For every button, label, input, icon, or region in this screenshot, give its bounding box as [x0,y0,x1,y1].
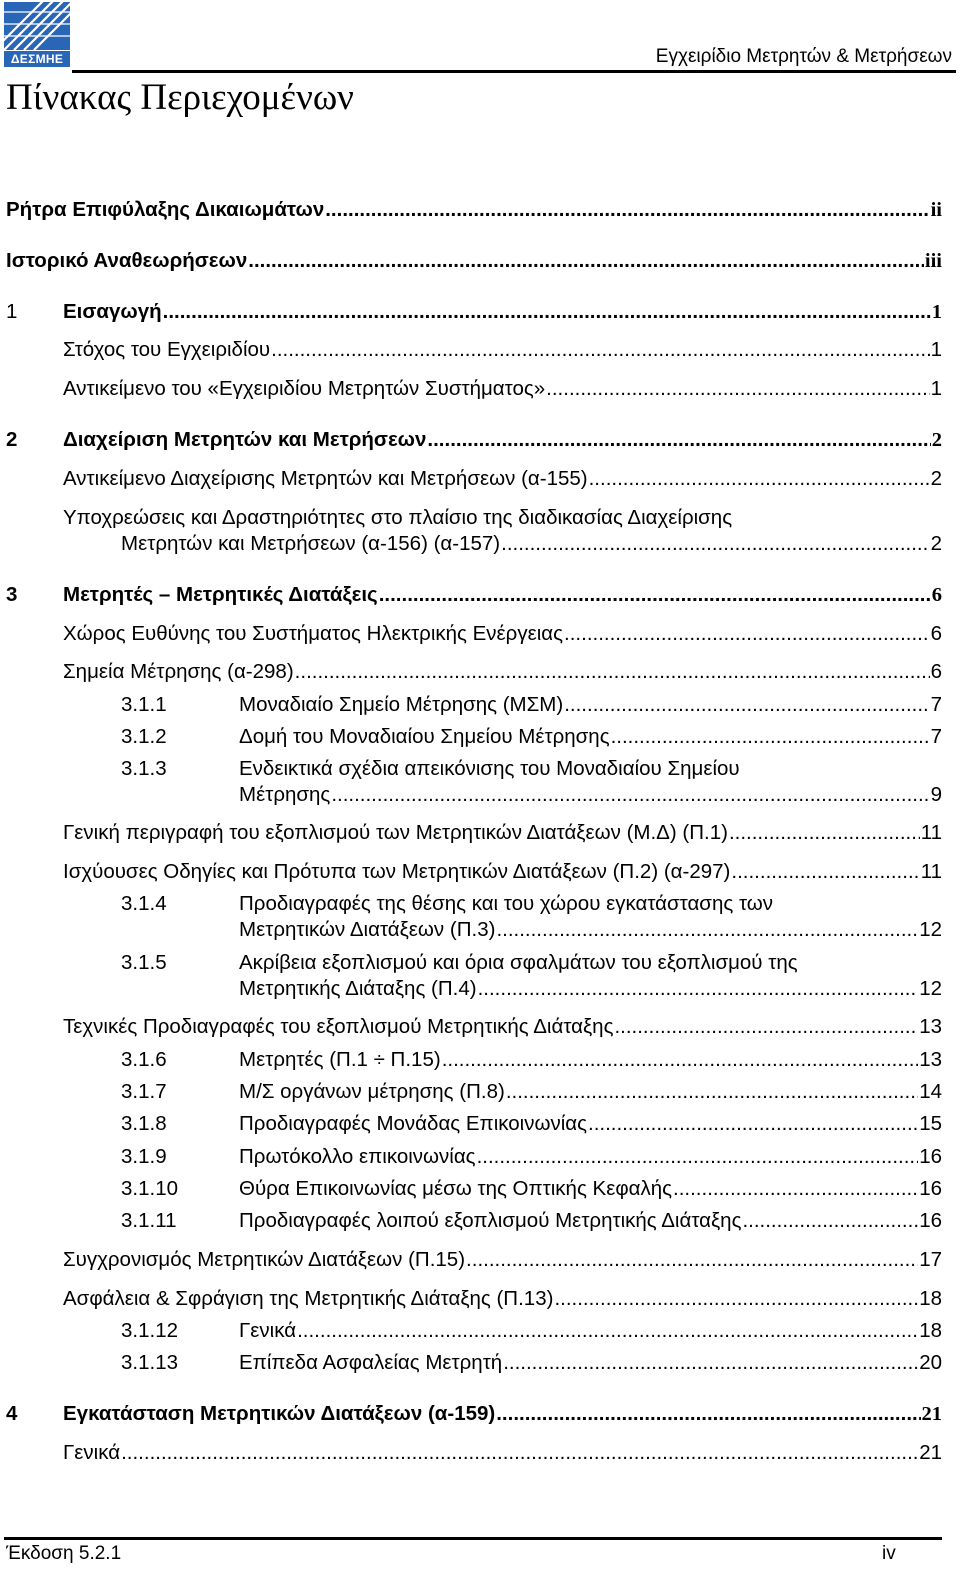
toc-entry-number: 3.1.1 [121,693,167,716]
toc-entry-page: 2 [931,429,942,451]
toc-entry-title: Πρωτόκολλο επικοινωνίας [239,1145,476,1168]
toc-entry[interactable] [6,248,942,274]
toc-entry-title: Συγχρονισμός Μετρητικών Διατάξεων (Π.15) [63,1248,466,1271]
toc-entry-title: Ρήτρα Επιφύλαξης Δικαιωμάτων [6,198,325,221]
toc-entry-title: Χώρος Ευθύνης του Συστήματος Ηλεκτρικής Ενέργειας [63,622,564,645]
header-title: Εγχειρίδιο Μετρητών & Μετρήσεων [655,46,952,67]
toc-entry-page: 15 [919,1112,942,1135]
footer-edition: Έκδοση 5.2.1 [6,1543,122,1564]
toc-entry-page: 18 [919,1287,942,1310]
toc-entry[interactable] [239,1047,942,1073]
toc-entry[interactable] [63,1014,942,1040]
toc-entry-number: 3.1.8 [121,1112,167,1135]
toc-entry-page: 11 [920,860,942,883]
toc-entry-title-line1: Υποχρεώσεις και Δραστηριότητες στο πλαίσιο της διαδικασίας Διαχείρισης [63,506,733,529]
toc-entry[interactable] [239,1144,942,1170]
toc-entry[interactable] [239,1176,942,1202]
toc-entry[interactable] [239,692,942,718]
toc-entry[interactable] [239,756,942,808]
toc-entry-title: Ιστορικό Αναθεωρήσεων [6,249,248,272]
toc-entry-page: 12 [919,977,942,1000]
toc-entry[interactable] [239,1111,942,1137]
toc-entry-number: 3.1.11 [121,1209,177,1232]
toc-entry-page: 18 [919,1319,942,1342]
page-title: Πίνακας Περιεχομένων [6,77,354,118]
toc-entry-page: 21 [919,1441,942,1464]
footer-page-number: iv [882,1543,896,1564]
toc-entry-title-line2: Μέτρησης [239,783,331,806]
toc-entry-number: 3.1.12 [121,1319,178,1342]
toc-entry-title: Επίπεδα Ασφαλείας Μετρητή [239,1351,503,1374]
toc-entry-title-line2: Μετρητικής Διάταξης (Π.4) [239,977,477,1000]
toc-entry-page: 20 [919,1351,942,1374]
logo-text: ΔΕΣΜΗΕ [4,51,70,67]
toc-entry[interactable] [63,299,942,325]
toc-entry[interactable] [63,427,942,453]
toc-entry-page: 1 [931,301,942,323]
toc-entry-page: 6 [930,660,942,683]
toc-entry[interactable] [63,466,942,492]
toc-entry[interactable] [63,505,942,557]
toc-entry-number: 3 [6,583,18,606]
toc-entry[interactable] [63,859,942,885]
toc-entry-title: Μετρητές – Μετρητικές Διατάξεις [63,583,378,606]
toc-entry-page: 6 [931,584,942,606]
toc-entry-page: 13 [919,1048,942,1071]
toc-entry-title: Εισαγωγή [63,300,162,323]
toc-entry-page: 2 [930,467,942,490]
toc-entry-page: 16 [919,1145,942,1168]
toc-entry[interactable] [239,1208,942,1234]
toc-entry[interactable] [239,891,942,943]
toc-entry[interactable] [63,1440,942,1466]
toc-entry-title: Δομή του Μοναδιαίου Σημείου Μέτρησης [239,725,610,748]
toc-entry-number: 3.1.13 [121,1351,178,1374]
toc-entry-title: Γενικά [239,1319,297,1342]
toc-entry-number: 3.1.4 [121,892,167,915]
toc-entry-title-line2: Μετρητικών Διατάξεων (Π.3) [239,918,496,941]
toc-entry-title: Μετρητές (Π.1 ÷ Π.15) [239,1048,441,1071]
toc-entry-title: Στόχος του Εγχειριδίου [63,338,271,361]
toc-entry[interactable] [63,582,942,608]
toc-entry-title: Τεχνικές Προδιαγραφές του εξοπλισμού Μετρητικής Διάταξης [63,1015,614,1038]
toc-entry-title: Θύρα Επικοινωνίας μέσω της Οπτικής Κεφαλής [239,1177,673,1200]
toc-entry-title-line1: Προδιαγραφές της θέσης και του χώρου εγκατάστασης των [239,892,774,915]
toc-entry-page: 21 [921,1403,942,1425]
toc-entry-page: 16 [919,1209,942,1232]
toc-entry[interactable] [6,197,942,223]
toc-entry-number: 3.1.9 [121,1145,167,1168]
toc-entry-page: 7 [930,725,942,748]
toc-entry-title: Γενικά [63,1441,121,1464]
toc-entry-title: Ισχύουσες Οδηγίες και Πρότυπα των Μετρητικών Διατάξεων (Π.2) (α-297) [63,860,731,883]
toc-entry-title: Μ/Σ οργάνων μέτρησης (Π.8) [239,1080,505,1103]
toc-entry-number: 2 [6,428,18,451]
toc-entry-page: iii [924,250,942,272]
toc-entry-number: 3.1.7 [121,1080,167,1103]
toc-entry-page: 11 [920,821,942,844]
toc-entry-number: 3.1.3 [121,757,167,780]
toc-entry[interactable] [63,376,942,402]
toc-entry-title: Αντικείμενο Διαχείρισης Μετρητών και Μετρήσεων (α-155) [63,467,588,490]
toc-entry[interactable] [63,1247,942,1273]
toc-entry-page: 7 [930,693,942,716]
toc-entry-title: Σημεία Μέτρησης (α-298) [63,660,294,683]
toc-entry-page: 1 [930,338,942,361]
toc-entry[interactable] [63,337,942,363]
toc-entry[interactable] [239,1350,942,1376]
toc-entry[interactable] [239,1079,942,1105]
toc-entry-number: 3.1.10 [121,1177,178,1200]
toc-entry-title-line2: Μετρητών και Μετρήσεων (α-156) (α-157) [121,532,501,555]
toc-entry-number: 3.1.6 [121,1048,167,1071]
toc-entry-title: Εγκατάσταση Μετρητικών Διατάξεων (α-159) [63,1402,496,1425]
toc-entry[interactable] [239,724,942,750]
toc-entry-page: 6 [930,622,942,645]
toc-entry-page: 2 [930,532,942,555]
toc-entry-title: Προδιαγραφές λοιπού εξοπλισμού Μετρητικής Διάταξης [239,1209,742,1232]
toc-entry-title-line1: Ακρίβεια εξοπλισμού και όρια σφαλμάτων του εξοπλισμού της [239,951,798,974]
toc-entry-title: Διαχείριση Μετρητών και Μετρήσεων [63,428,427,451]
toc-entry-page: 1 [930,377,942,400]
toc-entry-number: 3.1.5 [121,951,167,974]
toc-entry-title: Ασφάλεια & Σφράγιση της Μετρητικής Διάταξης (Π.13) [63,1287,554,1310]
toc-entry[interactable] [239,1318,942,1344]
toc-entry-page: 12 [919,918,942,941]
toc-entry-title-line1: Ενδεικτικά σχέδια απεικόνισης του Μοναδιαίου Σημείου [239,757,740,780]
toc-entry[interactable] [63,659,942,685]
toc-entry-number: 3.1.2 [121,725,167,748]
toc-entry-number: 1 [6,300,18,323]
toc-entry[interactable] [63,820,942,846]
toc-entry-title: Μοναδιαίο Σημείο Μέτρησης (ΜΣΜ) [239,693,564,716]
toc-entry-page: 14 [919,1080,942,1103]
toc-entry[interactable] [63,1401,942,1427]
toc-entry[interactable] [63,621,942,647]
toc-entry[interactable] [63,1286,942,1312]
toc-entry-page: 17 [919,1248,942,1271]
toc-entry-title: Αντικείμενο του «Εγχειριδίου Μετρητών Συστήματος» [63,377,546,400]
toc-entry-page: 13 [919,1015,942,1038]
toc-entry-page: 16 [919,1177,942,1200]
toc-entry-title: Προδιαγραφές Μονάδας Επικοινωνίας [239,1112,587,1135]
toc-entry-page: 9 [930,783,942,806]
footer-divider [4,1537,942,1540]
toc-entry-page: ii [930,199,942,221]
toc-entry-title: Γενική περιγραφή του εξοπλισμού των Μετρητικών Διατάξεων (Μ.Δ) (Π.1) [63,821,728,844]
toc-entry[interactable] [239,950,942,1002]
toc-entry-number: 4 [6,1402,18,1425]
